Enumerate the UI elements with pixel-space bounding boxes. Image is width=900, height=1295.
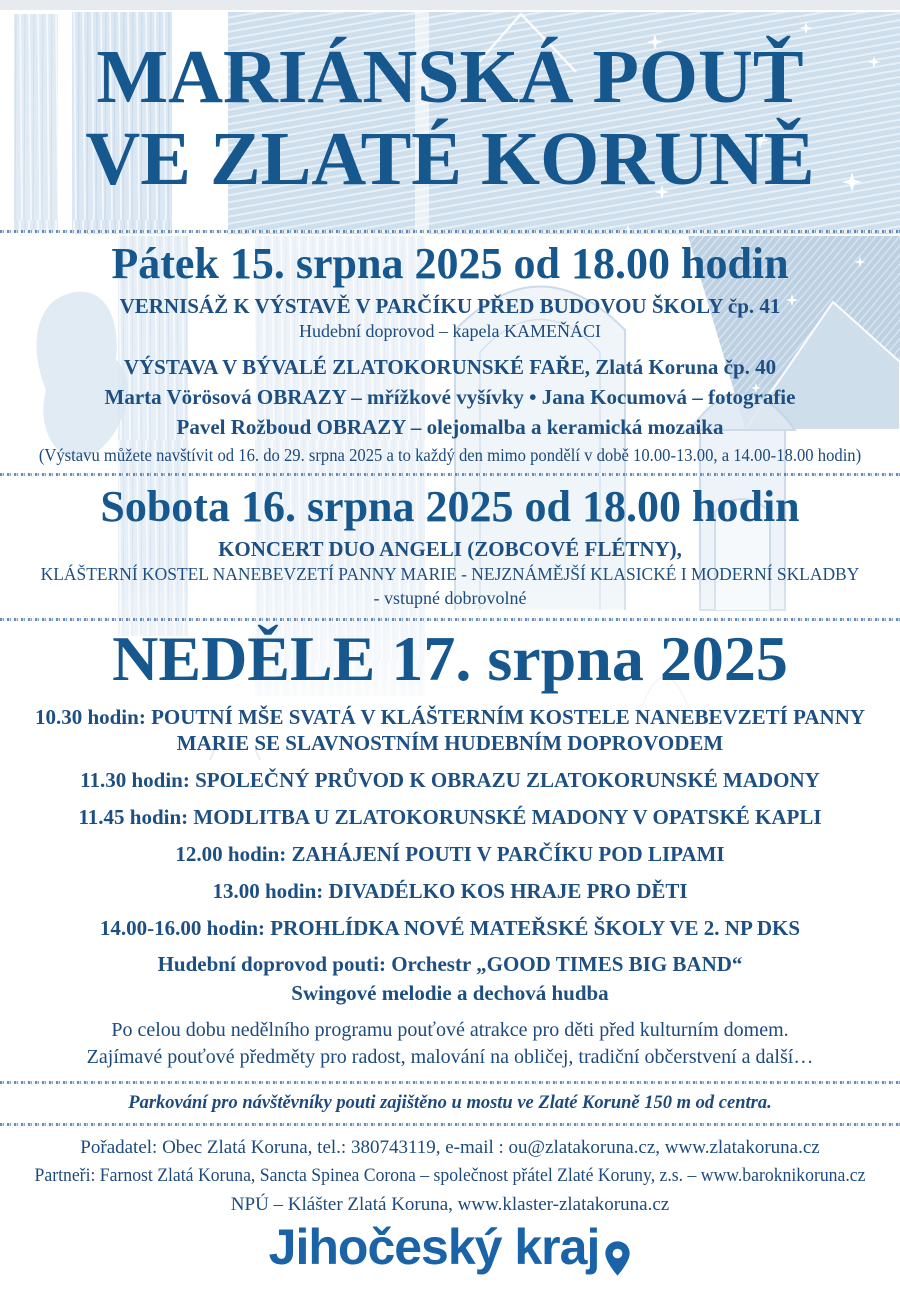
dashed-divider (0, 1081, 900, 1084)
poster-footer (0, 1136, 900, 1217)
program-item: 13.00 hodin: DIVADÉLKO KOS HRAJE PRO DĚTI (212, 878, 688, 903)
parking-note: Parkování pro návštěvníky pouti zajištěno u mostu ve Zlaté Koruně 150 m od centra. (128, 1092, 772, 1113)
sunday-attractions-line-1: Po celou dobu nedělního programu pouťové atrakce pro děti před kulturním domem. (111, 1019, 789, 1041)
section-sunday (0, 623, 900, 1070)
friday-event1-title: VERNISÁŽ K VÝSTAVĚ V PARČÍKU PŘED BUDOVOU ŠKOLY čp. 41 (119, 293, 781, 318)
jihocesky-kraj-logo-text: Jihočeský kraj (268, 1219, 600, 1276)
sunday-music-line-2: Swingové melodie a dechová hudba (291, 981, 609, 1006)
program-item: 11.45 hodin: MODLITBA U ZLATOKORUNSKÉ MADONY V OPATSKÉ KAPLI (78, 804, 822, 829)
saturday-heading: Sobota 16. srpna 2025 od 18.00 hodin (100, 482, 800, 532)
footer-partners-2: NPÚ – Klášter Zlatá Koruna, www.klaster-zlatakoruna.cz (230, 1193, 670, 1215)
jihocesky-kraj-logo (0, 1220, 900, 1275)
section-saturday (0, 482, 900, 610)
saturday-venue: KLÁŠTERNÍ KOSTEL NANEBEVZETÍ PANNY MARIE - NEJZNÁMĚJŠÍ KLASICKÉ I MODERNÍ SKLADBY (40, 564, 860, 585)
section-friday (0, 239, 900, 466)
sunday-heading: NEDĚLE 17. srpna 2025 (112, 622, 788, 694)
dashed-divider (0, 473, 900, 476)
friday-event1-subtitle: Hudební doprovod – kapela KAMEŇÁCI (299, 321, 601, 342)
dashed-divider (0, 618, 900, 621)
friday-heading: Pátek 15. srpna 2025 od 18.00 hodin (111, 239, 789, 289)
dashed-divider (0, 230, 900, 233)
title-line-2: VE ZLATÉ KORUNĚ (85, 117, 815, 202)
map-pin-icon (604, 1233, 631, 1288)
poster-content (0, 36, 900, 1275)
program-item: 11.30 hodin: SPOLEČNÝ PRŮVOD K OBRAZU ZLATOKORUNSKÉ MADONY (80, 767, 820, 792)
footer-partners-1: Partneři: Farnost Zlatá Koruna, Sancta Spinea Corona – společnost přátel Zlaté Koruny, z.s. – www.baroknikoruna.cz (34, 1165, 866, 1187)
sunday-attractions-line-2: Zajímavé pouťové předměty pro radost, malování na obličej, tradiční občerstvení a další… (86, 1045, 814, 1068)
program-item: 12.00 hodin: ZAHÁJENÍ POUTI V PARČÍKU POD LIPAMI (175, 841, 725, 866)
program-item: 10.30 hodin: POUTNÍ MŠE SVATÁ V KLÁŠTERNÍM KOSTELE NANEBEVZETÍ PANNY MARIE SE SLAVNOSTNÍM HUDEBNÍM DOPROVODEM (34, 704, 866, 755)
friday-event2-title: VÝSTAVA V BÝVALÉ ZLATOKORUNSKÉ FAŘE, Zlatá Koruna čp. 40 (123, 355, 777, 380)
footer-organizer: Pořadatel: Obec Zlatá Koruna, tel.: 380743119, e-mail : ou@zlatakoruna.cz, www.zlatakoruna.cz (80, 1136, 820, 1158)
poster-title (0, 36, 900, 200)
sunday-music-line-1: Hudební doprovod pouti: Orchestr „GOOD TIMES BIG BAND“ (157, 951, 743, 976)
saturday-admission: - vstupné dobrovolné (373, 587, 527, 608)
dashed-divider (0, 1123, 900, 1126)
friday-exhibition-note: (Výstavu můžete navštívit od 16. do 29. srpna 2025 a to každý den mimo pondělí v době 10.00-13.00, a 14.00-18.00 hodin) (38, 445, 862, 466)
friday-event2-artists-1: Marta Vörösová OBRAZY – mřížkové vyšívky • Jana Kocumová – fotografie (104, 384, 796, 409)
saturday-concert: KONCERT DUO ANGELI (ZOBCOVÉ FLÉTNY), (218, 536, 682, 561)
friday-event2-artists-2: Pavel Rožboud OBRAZY – olejomalba a keramická mozaika (176, 414, 724, 439)
program-item: 14.00-16.00 hodin: PROHLÍDKA NOVÉ MATEŘSKÉ ŠKOLY VE 2. NP DKS (99, 915, 801, 940)
title-line-1: MARIÁNSKÁ POUŤ (96, 35, 804, 119)
